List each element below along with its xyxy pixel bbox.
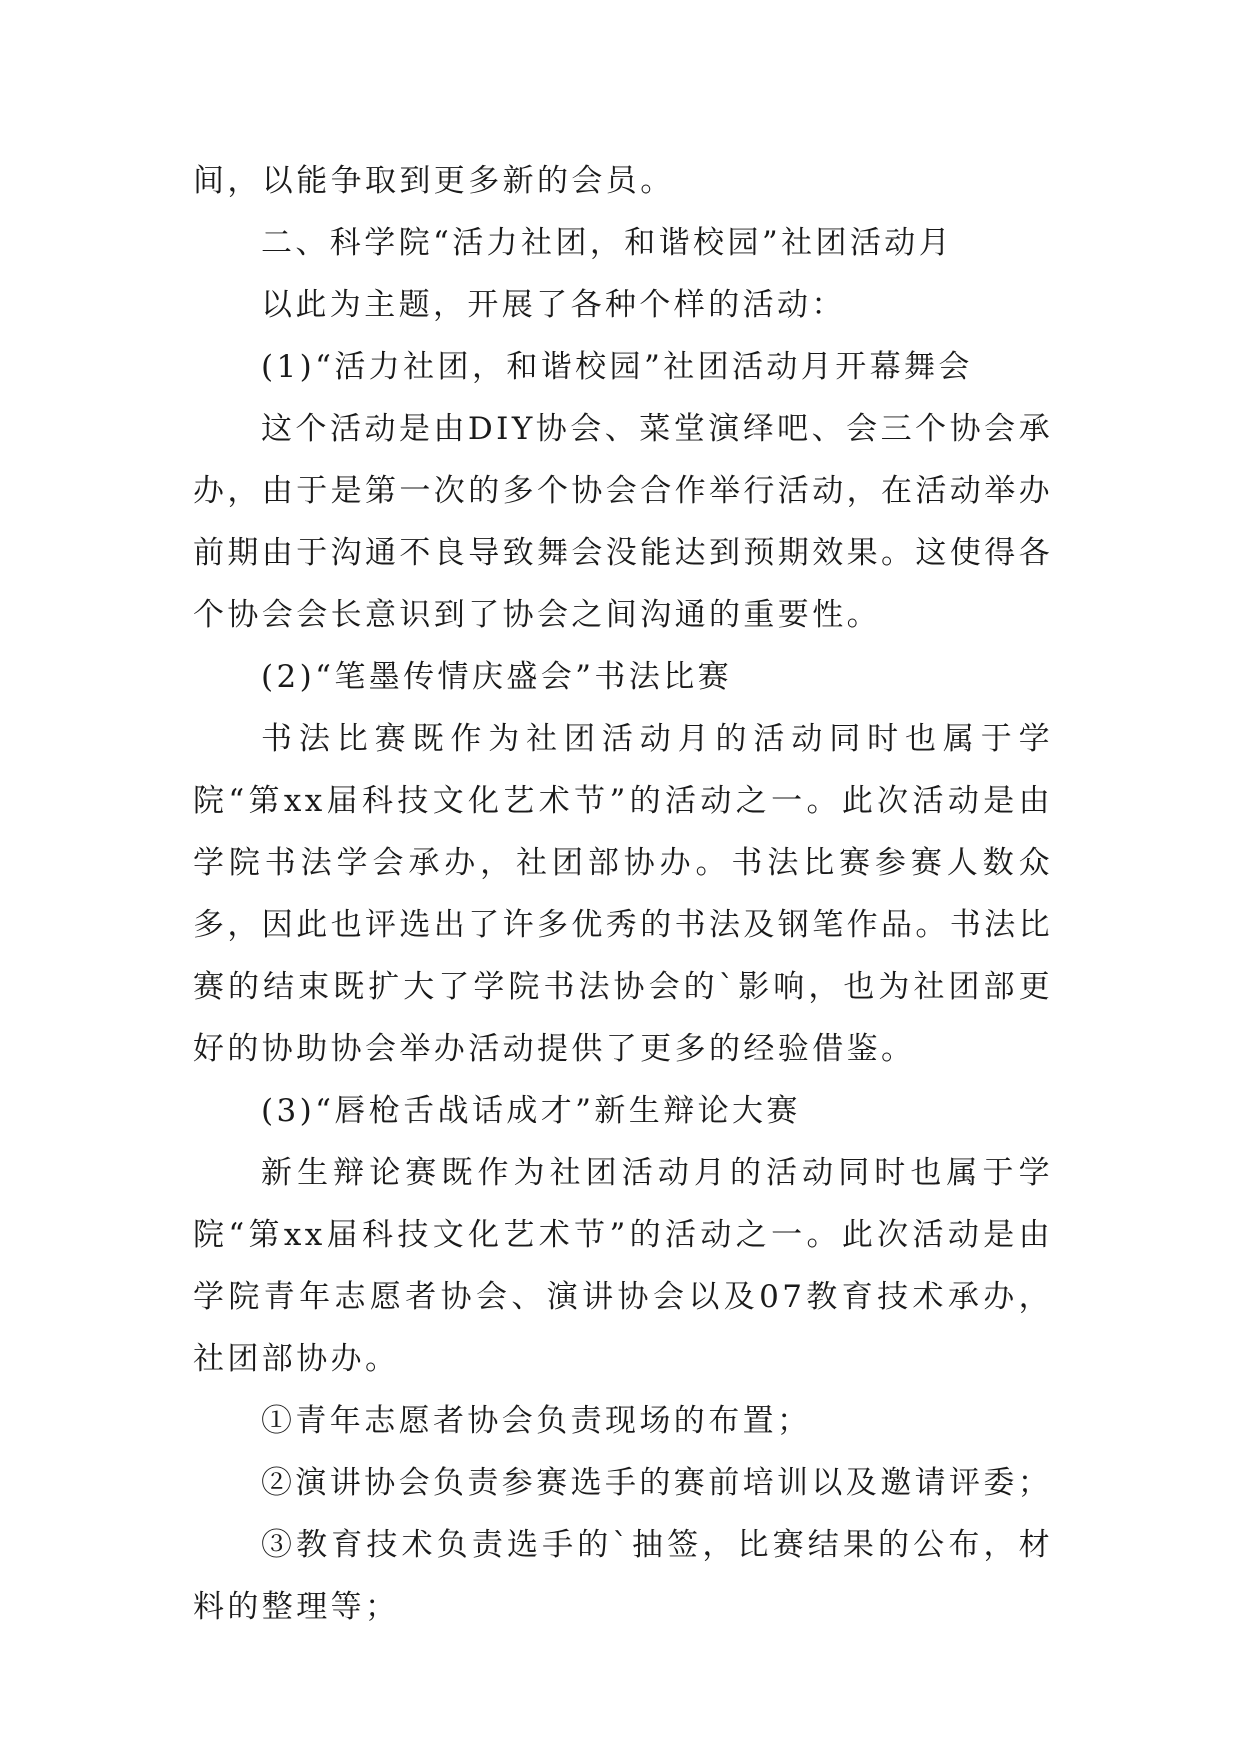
subsection-heading: (3)“唇枪舌战话成才”新生辩论大赛 [261,1093,801,1129]
paragraph: 新生辩论赛既作为社团活动月的活动同时也属于学院“第xx届科技文化艺术节”的活动之一。此次活动是由学院青年志愿者协会、演讲协会以及07教育技术承办，社团部协办。 [193,1155,1053,1377]
list-item: ③教育技术负责选手的`抽签，比赛结果的公布，材料的整理等； [193,1527,1053,1625]
paragraph: 以此为主题，开展了各种个样的活动： [261,287,846,323]
subsection-heading: (1)“活力社团，和谐校园”社团活动月开幕舞会 [261,349,973,385]
document-body [193,150,1053,1638]
section-heading: 二、科学院“活力社团，和谐校园”社团活动月 [261,225,954,261]
paragraph: 间，以能争取到更多新的会员。 [193,163,675,199]
paragraph: 这个活动是由DIY协会、菜堂演绎吧、会三个协会承办，由于是第一次的多个协会合作举行活动，在活动举办前期由于沟通不良导致舞会没能达到预期效果。这使得各个协会会长意识到了协会之间沟通的重要性。 [193,411,1053,633]
paragraph: 书法比赛既作为社团活动月的活动同时也属于学院“第xx届科技文化艺术节”的活动之一。此次活动是由学院书法学会承办，社团部协办。书法比赛参赛人数众多，因此也评选出了许多优秀的书法及钢笔作品。书法比赛的结束既扩大了学院书法协会的`影响，也为社团部更好的协助协会举办活动提供了更多的经验借鉴。 [193,721,1053,1067]
subsection-heading: (2)“笔墨传情庆盛会”书法比赛 [261,659,733,695]
list-item: ②演讲协会负责参赛选手的赛前培训以及邀请评委； [261,1465,1053,1501]
list-item: ①青年志愿者协会负责现场的布置； [261,1403,812,1439]
